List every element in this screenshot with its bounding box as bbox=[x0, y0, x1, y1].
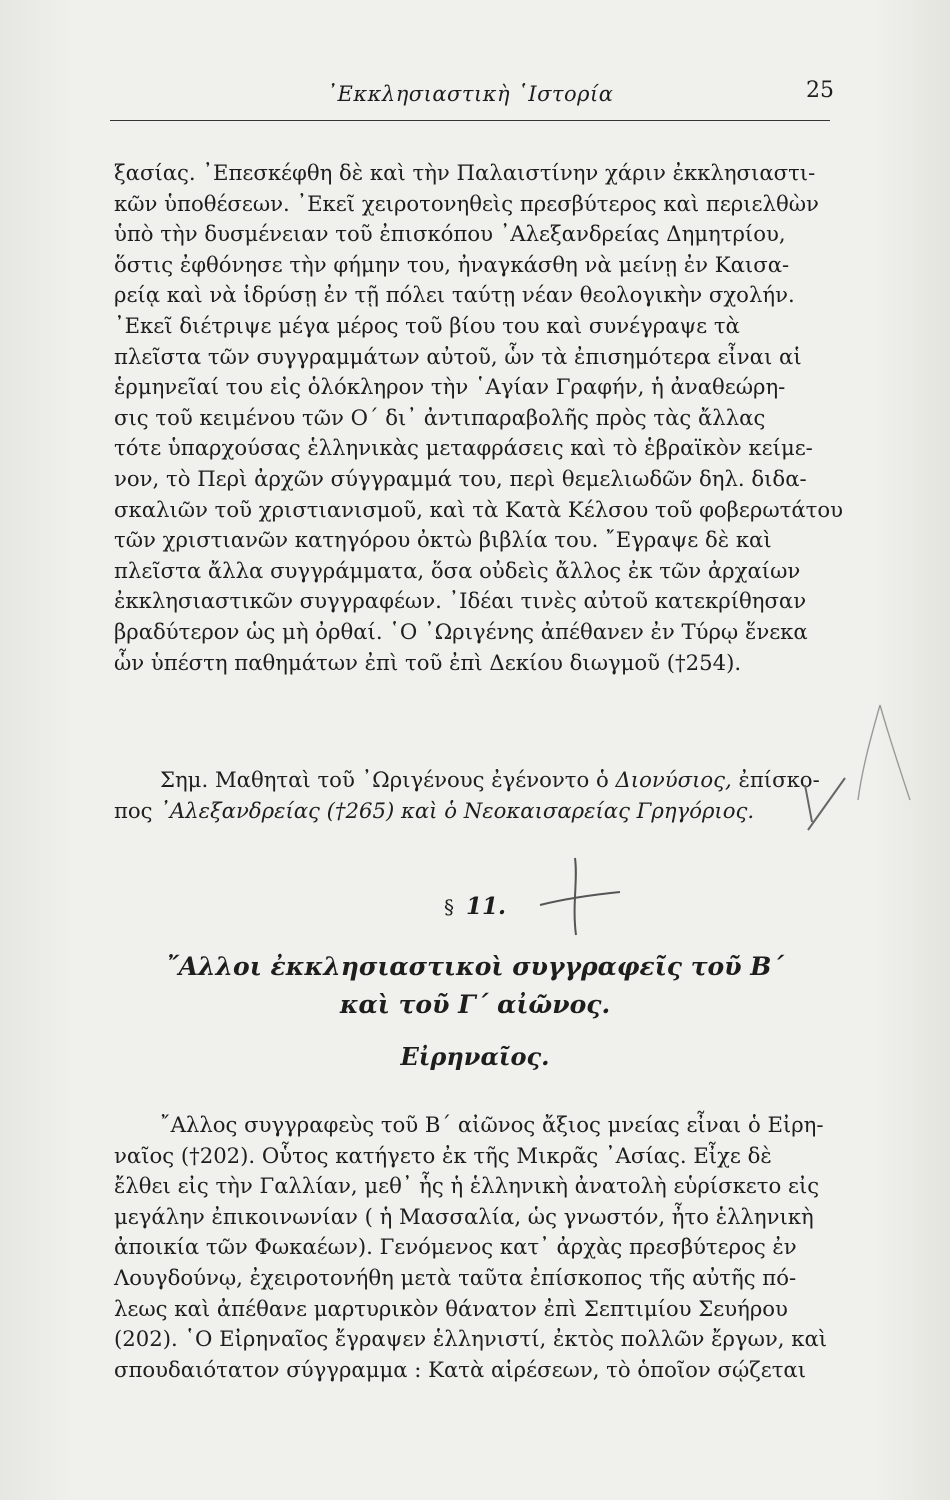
section-title bbox=[0, 948, 950, 1024]
text-line: ναῖος (†202). Οὗτος κατήγετο ἐκ τῆς Μικρᾶς ᾿Ασίας. Εἶχε δὲ bbox=[114, 1142, 772, 1168]
text-line: τότε ὑπαρχούσας ἑλληνικὰς μεταφράσεις καὶ τὸ ἑβραϊκὸν κείμε- bbox=[114, 435, 813, 461]
text-line: ὅστις ἐφθόνησε τὴν φήμην του, ἠναγκάσθη νὰ μείνῃ ἐν Καισα- bbox=[114, 251, 790, 277]
section-title-line: ῎Αλλοι ἐκκλησιαστικοὶ συγγραφεῖς τοῦ Β΄ bbox=[166, 952, 784, 981]
text-line: ξασίας. ᾿Επεσκέφθη δὲ καὶ τὴν Παλαιστίνην χάριν ἐκκλησιαστι- bbox=[114, 160, 816, 185]
pencil-margin-mark bbox=[858, 705, 910, 800]
text-line: πλεῖστα ἄλλα συγγράμματα, ὅσα οὐδεὶς ἄλλος ἐκ τῶν ἀρχαίων bbox=[114, 557, 801, 583]
note-name-dionysios: Διονύσιος, bbox=[615, 767, 732, 792]
text-line: σις τοῦ κειμένου τῶν Ο΄ δι᾿ ἀντιπαραβολῆς πρὸς τὰς ἄλλας bbox=[114, 404, 766, 430]
text-line: ᾿Εκεῖ διέτριψε μέγα μέρος τοῦ βίου του καὶ συνέγραψε τὰ bbox=[114, 312, 740, 338]
footnote bbox=[114, 765, 844, 826]
note-text: Μαθηταὶ τοῦ ᾿Ωριγένους ἐγένοντο ὁ bbox=[214, 767, 609, 792]
text-line: μεγάλην ἐπικοινωνίαν ( ἡ Μασσαλία, ὡς γνωστόν, ἦτο ἑλληνικὴ bbox=[114, 1203, 814, 1229]
text-line: ρείᾳ καὶ νὰ ἱδρύσῃ ἐν τῇ πόλει ταύτῃ νέαν θεολογικὴν σχολήν. bbox=[114, 282, 795, 308]
text-line: νον, τὸ Περὶ ἀρχῶν σύγγραμμά του, περὶ θεμελιωδῶν δηλ. διδα- bbox=[114, 465, 807, 491]
text-line: ἑρμηνεῖαί του εἰς ὁλόκληρον τὴν ῾Αγίαν Γραφήν, ἡ ἀναθεώρη- bbox=[114, 374, 786, 400]
section-title-line: καὶ τοῦ Γ΄ αἰῶνος. bbox=[339, 990, 611, 1019]
text-line: Λουγδούνῳ, ἐχειροτονήθη μετὰ ταῦτα ἐπίσκοπος τῆς αὐτῆς πό- bbox=[114, 1264, 797, 1290]
text-line: ὧν ὑπέστη παθημάτων ἐπὶ τοῦ ἐπὶ Δεκίου διωγμοῦ (†254). bbox=[114, 649, 742, 675]
note-label: Σημ. bbox=[160, 767, 209, 792]
text-line: (202). ῾Ο Εἰρηναῖος ἔγραψεν ἑλληνιστί, ἐκτὸς πολλῶν ἔργων, καὶ bbox=[114, 1326, 828, 1352]
text-line: ὑπὸ τὴν δυσμένειαν τοῦ ἐπισκόπου ᾿Αλεξανδρείας Δημητρίου, bbox=[114, 221, 786, 247]
subheading-irenaeus: Εἰρηναῖος. bbox=[400, 1042, 550, 1071]
text-line: ῎Αλλος συγγραφεὺς τοῦ Β΄ αἰῶνος ἄξιος μνείας εἶναι ὁ Εἰρη- bbox=[160, 1112, 824, 1137]
note-text-end: ἐπίσκο- bbox=[738, 767, 820, 792]
text-line: ἔλθει εἰς τὴν Γαλλίαν, μεθ᾿ ἧς ἡ ἑλληνικὴ ἀνατολὴ εὑρίσκετο εἰς bbox=[114, 1173, 820, 1199]
text-line: πλεῖστα τῶν συγγραμμάτων αὐτοῦ, ὧν τὰ ἐπισημότερα εἶναι αἱ bbox=[114, 343, 802, 369]
header-rule bbox=[110, 120, 830, 121]
paragraph-origen bbox=[114, 158, 844, 678]
text-line: κῶν ὑποθέσεων. ᾿Εκεῖ χειροτονηθεὶς πρεσβύτερος καὶ περιελθὼν bbox=[114, 190, 819, 216]
text-line: σκαλιῶν τοῦ χριστιανισμοῦ, καὶ τὰ Κατὰ Κέλσου τοῦ φοβερωτάτου bbox=[114, 496, 844, 522]
section-number bbox=[0, 893, 950, 920]
text-line: βραδύτερον ὡς μὴ ὀρθαί. ῾Ο ᾿Ωριγένης ἀπέθανεν ἐν Τύρῳ ἕνεκα bbox=[114, 618, 808, 644]
note-text-start: πος bbox=[114, 797, 153, 823]
paragraph-irenaeus bbox=[114, 1110, 844, 1385]
text-line: ἀποικία τῶν Φωκαέων). Γενόμενος κατ᾿ ἀρχὰς πρεσβύτερος ἐν bbox=[114, 1234, 797, 1260]
note-italic-names: ᾿Αλεξανδρείας (†265) καὶ ὁ Νεοκαισαρείας Γρηγόριος. bbox=[159, 797, 755, 823]
page-number: 25 bbox=[806, 78, 834, 103]
text-line: τῶν χριστιανῶν κατηγόρου ὀκτὼ βιβλία του. ῎Εγραψε δὲ καὶ bbox=[114, 527, 772, 553]
section-symbol: § bbox=[443, 895, 454, 919]
text-line: σπουδαιότατον σύγγραμμα : Κατὰ αἱρέσεων, τὸ ὁποῖον σῴζεται bbox=[114, 1356, 807, 1382]
page-header bbox=[110, 76, 834, 124]
running-head: ᾿Εκκλησιαστικὴ ῾Ιστορία bbox=[326, 82, 614, 106]
section-number-value: 11. bbox=[465, 893, 506, 920]
text-line: ἐκκλησιαστικῶν συγγραφέων. ᾿Ιδέαι τινὲς αὐτοῦ κατεκρίθησαν bbox=[114, 588, 807, 614]
text-line: λεως καὶ ἀπέθανε μαρτυρικὸν θάνατον ἐπὶ Σεπτιμίου Σευήρου bbox=[114, 1295, 788, 1321]
